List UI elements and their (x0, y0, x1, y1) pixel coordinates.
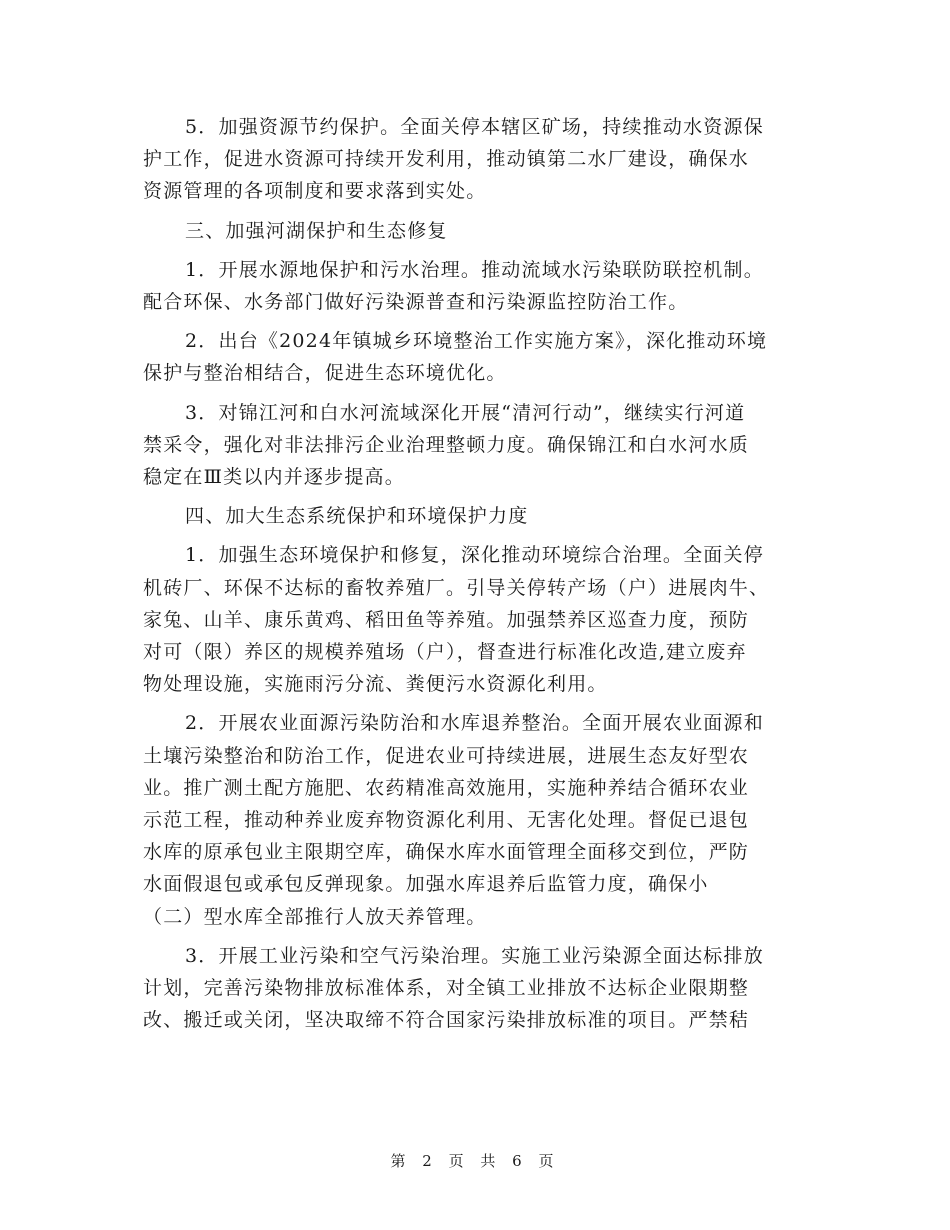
section-heading: 三、加强河湖保护和生态修复 (185, 219, 448, 242)
paragraph-line: 物处理设施，实施雨污分流、粪便污水资源化利用。 (143, 673, 608, 696)
block-spacer (143, 1036, 808, 1043)
paragraph-line: 业。推广测土配方施肥、农药精准高效施用，实施种养结合循环农业 (143, 776, 750, 799)
paragraph-line: 计划，完善污染物排放标准体系，对全镇工业排放不达标企业限期整 (143, 977, 750, 1000)
paragraph-line: 保护与整治相结合，促进生态环境优化。 (143, 362, 507, 385)
paragraph (143, 707, 808, 932)
paragraph-line: 机砖厂、环保不达标的畜牧养殖厂。引导关停转产场（户）进展肉牛、 (143, 576, 770, 599)
paragraph-line: 配合环保、水务部门做好污染源普查和污染源监控防治工作。 (143, 291, 689, 314)
block-spacer (143, 700, 808, 707)
page-footer: 第 2 页 共 6 页 (390, 1152, 560, 1170)
paragraph-line: 1．加强生态环境保护和修复，深化推动环境综合治理。全面关停 (185, 544, 764, 567)
paragraph (143, 539, 808, 700)
paragraph-line: 2．开展农业面源污染防治和水库退养整治。全面开展农业面源和 (185, 712, 764, 735)
document-body (143, 111, 808, 1043)
block-spacer (143, 390, 808, 397)
block-spacer (143, 318, 808, 325)
paragraph-line: 对可（限）养区的规模养殖场（户），督查进行标准化改造,建立废弃 (143, 641, 747, 664)
paragraph-line: 水面假退包或承包反弹现象。加强水库退养后监管力度，确保小 (143, 873, 709, 896)
paragraph (143, 254, 808, 318)
paragraph (143, 397, 808, 494)
section-heading: 四、加大生态系统保护和环境保护力度 (185, 505, 529, 528)
paragraph-line: 改、搬迁或关闭，坚决取缔不符合国家污染排放标准的项目。严禁秸 (143, 1009, 750, 1032)
paragraph-line: 禁采令，强化对非法排污企业治理整顿力度。确保锦江和白水河水质 (143, 433, 750, 456)
paragraph (143, 940, 808, 1037)
paragraph (143, 325, 808, 389)
paragraph-line: 家兔、山羊、康乐黄鸡、稻田鱼等养殖。加强禁养区巡查力度，预防 (143, 608, 750, 631)
paragraph-line: （二）型水库全部推行人放天养管理。 (143, 905, 487, 928)
block-spacer (143, 208, 808, 215)
paragraph-line: 土壤污染整治和防治工作，促进农业可持续进展，进展生态友好型农 (143, 744, 750, 767)
block-spacer (143, 493, 808, 500)
paragraph-line: 护工作，促进水资源可持续开发利用，推动镇第二水厂建设，确保水 (143, 148, 750, 171)
paragraph-line: 资源管理的各项制度和要求落到实处。 (143, 180, 487, 203)
paragraph-line: 5．加强资源节约保护。全面关停本辖区矿场，持续推动水资源保 (185, 116, 764, 138)
block-spacer (143, 532, 808, 539)
paragraph (143, 111, 808, 208)
paragraph-line: 示范工程，推动种养业废弃物资源化利用、无害化处理。督促已退包 (143, 809, 750, 832)
paragraph-line: 稳定在Ⅲ类以内并逐步提高。 (143, 466, 405, 489)
paragraph-line: 3．开展工业污染和空气污染治理。实施工业污染源全面达标排放 (185, 944, 764, 967)
paragraph-line: 2．出台《2024年镇城乡环境整治工作实施方案》，深化推动环境 (185, 330, 768, 353)
paragraph-line: 3．对锦江河和白水河流域深化开展“清河行动”，继续实行河道 (185, 401, 746, 424)
block-spacer (143, 247, 808, 254)
paragraph-line: 水库的原承包业主限期空库，确保水库水面管理全面移交到位，严防 (143, 841, 750, 864)
paragraph-line: 1．开展水源地保护和污水治理。推动流域水污染联防联控机制。 (185, 258, 764, 281)
block-spacer (143, 933, 808, 940)
